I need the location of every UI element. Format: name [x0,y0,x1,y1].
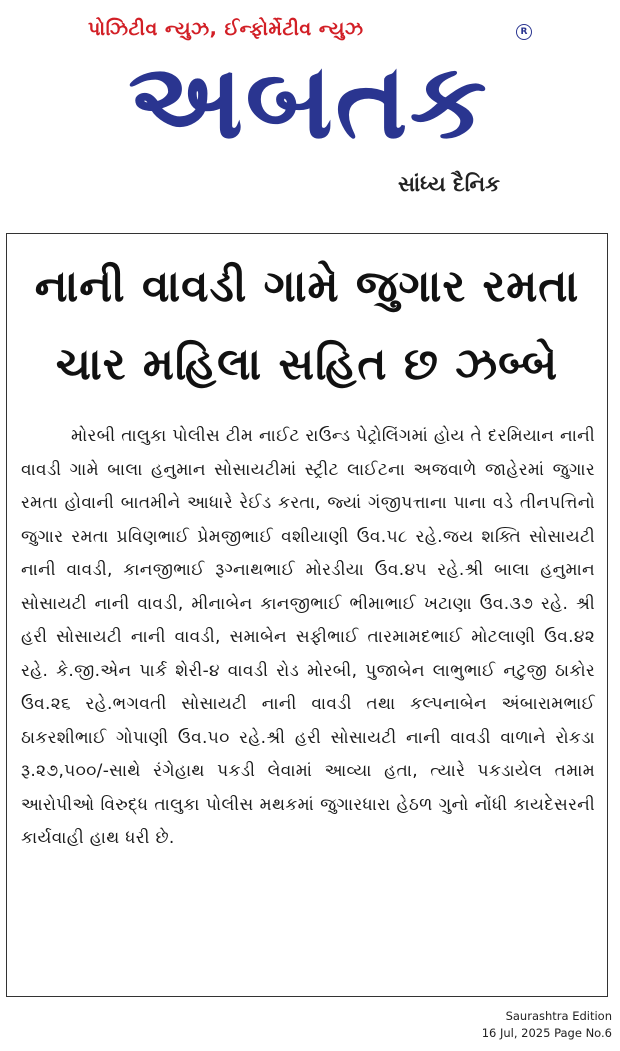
news-article [6,233,608,997]
registered-trademark-icon: R [516,24,532,40]
masthead-subtitle: સાંધ્ય દૈનિક [398,172,500,196]
edition-info [482,1008,612,1042]
headline-line-1: નાની વાવડી ગામે જુગાર રમતા [34,261,580,312]
headline-line-2: ચાર મહિલા સહિત છ ઝબ્બે [55,339,559,390]
masthead [0,0,620,215]
article-headline [7,248,607,404]
newspaper-logo: અબતક [128,40,489,162]
masthead-tagline: પોઝિટીવ ન્યુઝ, ઈન્ફોર્મેટીવ ન્યુઝ [88,18,364,40]
edition-name: Saurashtra Edition [505,1009,612,1023]
edition-date-page: 16 Jul, 2025 Page No.6 [481,1026,612,1040]
article-body: મોરબી તાલુકા પોલીસ ટીમ નાઈટ રાઉન્ડ પેટ્રોલિંગમાં હોય તે દરમિયાન નાની વાવડી ગામે બાલા હનુમાન સોસાયટીમાં સ્ટ્રીટ લાઈટના અજવાળે જાહેરમાં જુગાર રમતા હોવાની બાતમીને આધારે રેઈડ કરતા, જ્યાં ગંજીપત્તાના પાના વડે તીનપત્તિનો જુગાર રમતા પ્રવિણભાઈ પ્રેમજીભાઈ વશીયાણી ઉવ.૫૮ રહે.જય શક્તિ સોસાયટી નાની વાવડી, કાનજીભાઈ રૂગ્નાથભાઈ મોરડીયા ઉવ.૪૫ રહે.શ્રી બાલા હનુમાન સોસાયટી નાની વાવડી, મીનાબેન કાનજીભાઈ ભીમાભાઈ ખટાણા ઉવ.૩૭ રહે. શ્રી હરી સોસાયટી નાની વાવડી, સમાબેન સફીભાઈ તારમામદભાઈ મોટલાણી ઉવ.૪૨ રહે. કે.જી.એન પાર્ક શેરી-૪ વાવડી રોડ મોરબી, પુજાબેન લાભુભાઈ નટુજી ઠાકોર ઉવ.૨૬ રહે.ભગવતી સોસાયટી નાની વાવડી તથા કલ્પનાબેન અંબારામભાઈ ઠાકરશીભાઈ ગોપાણી ઉવ.૫૦ રહે.શ્રી હરી સોસાયટી નાની વાવડી વાળાને રોકડા રૂ.૨૭,૫૦૦/-સાથે રંગેહાથ પકડી લેવામાં આવ્યા હતા, ત્યારે પકડાયેલ તમામ આરોપીઓ વિરુદ્ધ તાલુકા પોલીસ મથકમાં જુગારધારા હેઠળ ગુનો નોંધી કાયદેસરની કાર્યવાહી હાથ ધરી છે. [21,426,595,848]
